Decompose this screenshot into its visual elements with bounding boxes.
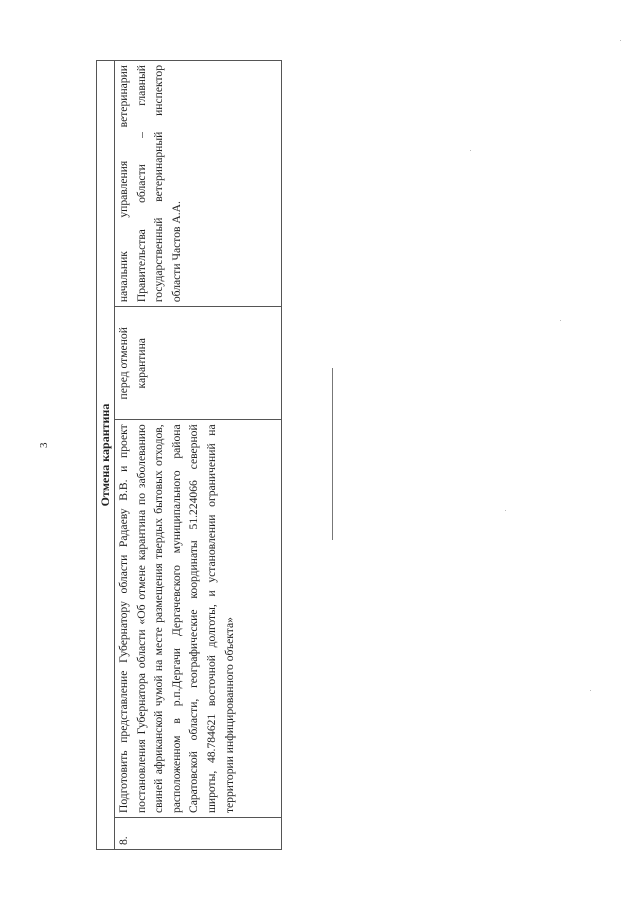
scan-speck [620,40,621,41]
scan-speck [505,510,506,511]
row-responsible: начальник управления ветеринарии Правительства области – главный государственный ветеринарный инспектор области Частов А.А. [115,61,282,307]
scan-speck [560,320,561,321]
scan-speck [470,150,471,151]
row-number: 8. [115,818,282,850]
page-number: 3 [38,442,50,448]
divider-line [332,368,333,540]
table-row [115,61,282,850]
document-table [96,60,282,850]
row-term: перед отменой карантина [115,307,282,420]
row-description: Подготовить представление Губернатору области Радаеву В.В. и проект постановления Губернатора области «Об отмене карантина по заболеванию свиней африканской чумой на месте размещения твердых бытовых отходов, расположенном в р.п.Дергачи Дергачевского муниципального района Саратовской области, географические координаты 51.224066 северной широты, 48.784621 восточной долготы, и установлении ограничений на территории инфицированного объекта» [115,420,282,818]
scan-speck [590,690,591,691]
section-title: Отмена карантина [97,61,115,850]
